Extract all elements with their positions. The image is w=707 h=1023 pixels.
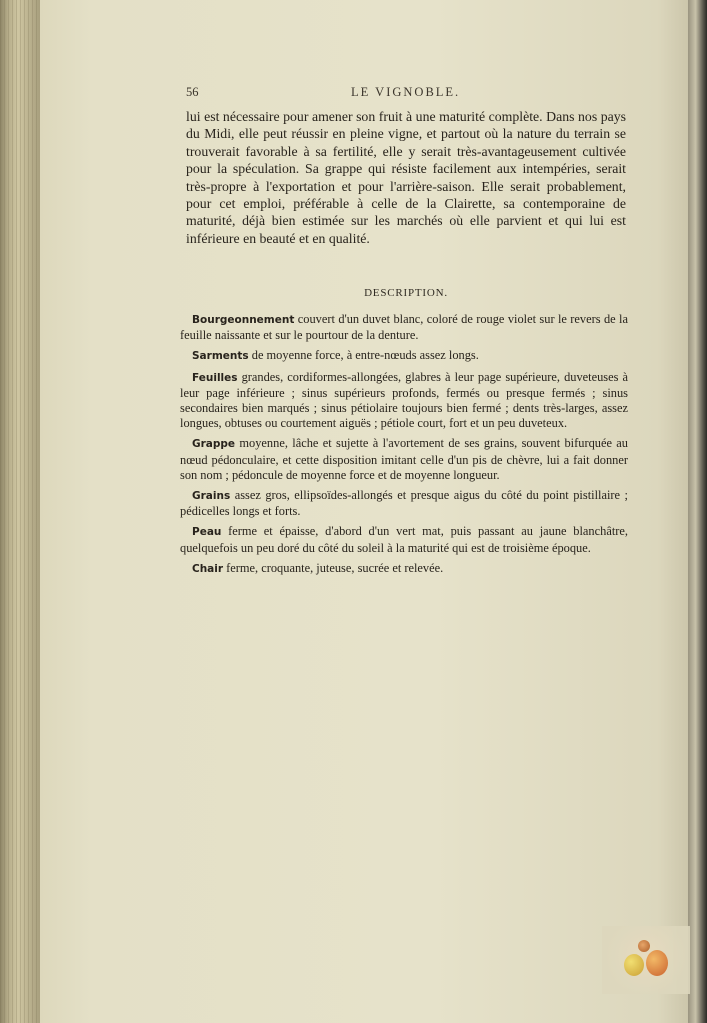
entry-term: Feuilles [192,371,238,384]
fruit-thumbnail-image [602,926,690,994]
description-entry [180,436,628,483]
description-entry [180,524,628,555]
fruit-icon [638,940,650,952]
entry-text: assez gros, ellipsoïdes-allongés et presque aigus du côté du point pistillaire ; pédicelles longs et forts. [180,488,628,519]
entry-text: ferme, croquante, juteuse, sucrée et relevée. [226,560,444,575]
intro-paragraph [186,108,626,247]
entry-text: de moyenne force, à entre-nœuds assez longs. [251,348,479,363]
entry-term: Chair [192,562,224,575]
running-header [186,85,626,101]
entry-term: Peau [192,526,222,539]
intro-paragraph-text: lui est nécessaire pour amener son fruit à une maturité complète. Dans nos pays du Midi, elle peut réussir en pleine vigne, et partout où la nature du terrain se trouverait favorable à sa fertilité, elle y serait très-avantageusement cultivée pour la spéculation. Sa grappe qui résiste facilement aux intempéries, serait très-propre à l'exportation et pour l'arrière-saison. Elle serait probablement, pour cet emploi, préférable à celle de la Clairette, sa contemporaine de maturité, déjà bien estimée sur les marchés où elle parvient et qui lui est inférieure en beauté et en qualité. [186,109,626,246]
description-entry [180,561,628,577]
page-number: 56 [186,85,199,99]
entry-text: grandes, cordiformes-allongées, glabres à leur page supérieure, duveteuses à leur page inférieure ; sinus supérieurs profonds, fermés ou presque fermés ; sinus secondaires bien marqués ; sinus pétiolaire toujours bien fermé ; dents très-larges, assez longues, obtuses ou courtement aiguës ; pétiole court, fort et un peu duveteux. [180,369,628,431]
description-entry [180,312,628,343]
entry-term: Sarments [192,350,249,363]
book-spine-edge [0,0,40,1023]
entry-term: Grappe [192,438,236,451]
entry-text: couvert d'un duvet blanc, coloré de rouge violet sur le revers de la feuille naissante et sur le pourtour de la denture. [180,312,628,343]
description-entry [180,488,628,519]
fruit-icon [646,950,668,976]
entry-term: Grains [192,490,231,503]
description-heading: DESCRIPTION. [364,287,448,299]
description-list [180,312,628,582]
entry-text: moyenne, lâche et sujette à l'avortement de ses grains, souvent bifurquée au nœud pédonculaire, et cette disposition imitant celle d'un pis de chèvre, lui a fait donner son nom ; pédoncule de moyenne force et de moyenne longueur. [180,436,628,482]
entry-text: ferme et épaisse, d'abord d'un vert mat, puis passant au jaune blanchâtre, quelquefois un peu doré du côté du soleil à la maturité qui est de troisième époque. [180,524,628,555]
page-shadow-edge [688,0,707,1023]
description-entry [180,370,628,432]
description-entry [180,348,628,364]
running-title: LE VIGNOBLE. [351,85,461,99]
fruit-icon [624,954,644,976]
entry-term: Bourgeonnement [192,314,295,326]
